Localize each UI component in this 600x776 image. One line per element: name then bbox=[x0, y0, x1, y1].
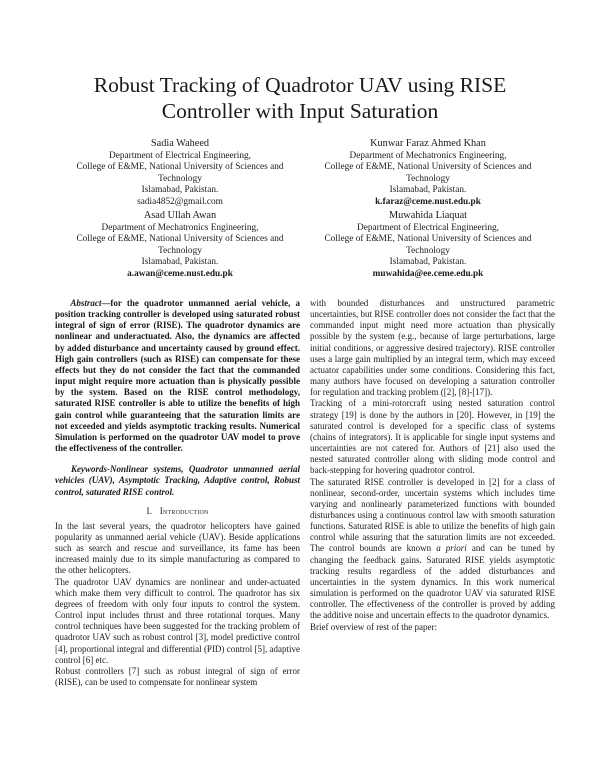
author-college-2: Technology bbox=[406, 173, 450, 184]
left-column bbox=[55, 298, 300, 688]
section-title: Introduction bbox=[159, 505, 209, 516]
author-department: Department of Electrical Engineering, bbox=[357, 222, 499, 233]
author-city: Islamabad, Pakistan. bbox=[141, 185, 219, 195]
section-heading bbox=[55, 506, 300, 517]
spacer bbox=[55, 454, 300, 464]
author-block-4 bbox=[308, 210, 548, 280]
title-line-1: Robust Tracking of Quadrotor UAV using RISE bbox=[93, 73, 507, 97]
right-paragraph-1: with bounded disturbances and unstructured parametric uncertainties, but RISE controller does not consider the fact that the commanded input might need more actuation than physically possible by the system (e.g., because of large perturbations, large initial conditions, or aggressive desired trajectory). RISE controller uses a large gain multiplied by an integral term, which may exceed actuator capabilities under some conditions. Considering this fact, many authors have focused on developing a saturation controller for regulation and tracking problem ([2], [8]-[17]). bbox=[310, 298, 555, 398]
author-department: Department of Mechatronics Engineering, bbox=[349, 150, 507, 161]
author-college-2: Technology bbox=[158, 173, 202, 184]
author-department: Department of Mechatronics Engineering, bbox=[101, 222, 259, 233]
right-paragraph-3-italic: a priori bbox=[436, 543, 467, 554]
author-college: College of E&ME, National University of Sciences and bbox=[324, 162, 532, 172]
keywords bbox=[55, 464, 300, 497]
author-email[interactable]: sadia4852@gmail.com bbox=[137, 196, 223, 207]
author-email[interactable]: muwahida@ee.ceme.edu.pk bbox=[372, 268, 484, 279]
author-email[interactable]: k.faraz@ceme.nust.edu.pk bbox=[375, 196, 481, 207]
intro-paragraph-3: Robust controllers [7] such as robust integral of sign of error (RISE), can be used to compensate for nonlinear system bbox=[55, 665, 300, 687]
right-paragraph-4: Brief overview of rest of the paper: bbox=[310, 621, 437, 632]
intro-paragraph-2: The quadrotor UAV dynamics are nonlinear and under-actuated which make them very difficult to control. The quadrotor has six degrees of freedom with only four inputs to control the system. Control input includes thrust and three rotational torques. Many control techniques have been suggested for the tracking problem of quadrotor UAV such as robust control [3], model predictive control [4], proportional integral and differential (PID) control [5], adaptive control [6] etc. bbox=[55, 576, 300, 665]
abstract bbox=[55, 298, 300, 454]
author-college-2: Technology bbox=[406, 245, 450, 256]
author-department: Department of Electrical Engineering, bbox=[109, 150, 251, 161]
author-college-2: Technology bbox=[158, 245, 202, 256]
abstract-lead: Abstract bbox=[70, 298, 102, 308]
author-name: Kunwar Faraz Ahmed Khan bbox=[370, 138, 486, 149]
author-block-3 bbox=[60, 210, 300, 280]
right-paragraph-2: Tracking of a mini-rotorcraft using nested saturation control strategy [19] is done by the authors in [20]. However, in [19] the saturated control is developed for a specific class of systems (chains of integrators). It is applicable for single input systems and uncertainties are not catered for. Authors of [21] also used the nested saturated controller along with sliding mode control and back-stepping for hovering quadrotor control. bbox=[310, 398, 555, 476]
author-email[interactable]: a.awan@ceme.nust.edu.pk bbox=[127, 268, 233, 279]
abstract-text: —for the quadrotor unmanned aerial vehicle, a position tracking controller is developed using saturated robust integral of sign of error (RISE). The quadrotor dynamics are nonlinear and underactuated. Also, the dynamics are affected by added disturbance and uncertainty caused by ground effect. High gain controllers (such as RISE) can compensate for these effects but they do not consider the fact that the commanded input might require more actuation than is physically possible by the system. Based on the RISE control methodology, saturated RISE controller is able to utilize the benefits of high gain control while guaranteeing that the saturation limits are not exceeded and yields asymptotic tracking results. Numerical Simulation is performed on the quadrotor UAV model to prove the effectiveness of the controller. bbox=[55, 298, 300, 454]
author-block-2 bbox=[308, 138, 548, 208]
author-city: Islamabad, Pakistan. bbox=[141, 257, 219, 267]
author-college: College of E&ME, National University of Sciences and bbox=[76, 234, 284, 244]
author-city: Islamabad, Pakistan. bbox=[389, 257, 467, 267]
author-name: Sadia Waheed bbox=[150, 138, 210, 149]
right-paragraph-3a: The saturated RISE controller is developed in [2] for a class of nonlinear, second-order, uncertain systems which includes time varying and nonlinearly parameterized functions with bounded disturbances using a continuous control law with smooth saturation functions. Saturated RISE is able to utilize the benefits of high gain control while assuring that the saturation limits are not exceeded. The control bounds are known bbox=[310, 476, 555, 554]
author-name: Asad Ullah Awan bbox=[143, 210, 217, 221]
author-college: College of E&ME, National University of Sciences and bbox=[324, 234, 532, 244]
section-number: I. bbox=[146, 505, 153, 516]
title-line-2: Controller with Input Saturation bbox=[161, 99, 439, 123]
author-block-1 bbox=[60, 138, 300, 208]
author-college: College of E&ME, National University of Sciences and bbox=[76, 162, 284, 172]
author-city: Islamabad, Pakistan. bbox=[389, 185, 467, 195]
right-column bbox=[310, 298, 555, 633]
right-paragraph-3 bbox=[310, 477, 555, 622]
right-paragraph-3b: and can be tuned by changing the feedback gains. Saturated RISE yields asymptotic tracking results regardless of the added disturbances and uncertainties in the system dynamics. In this work numerical simulation is performed on the quadrotor UAV via saturated RISE controller. The effectiveness of the controller is proved by adding the additive noise and uncertain effects to the quadrotor dynamics. bbox=[310, 543, 555, 621]
intro-paragraph-1: In the last several years, the quadrotor helicopters have gained popularity as unmanned aerial vehicle (UAV). Beside applications such as search and rescue and surveillance, its fame has been increased mainly due to its simple manufacturing as compared to the other helicopters. bbox=[55, 520, 300, 576]
paper-title bbox=[40, 72, 560, 124]
author-name: Muwahida Liaquat bbox=[388, 210, 468, 221]
keywords-text: Keywords-Nonlinear systems, Quadrotor unmanned aerial vehicles (UAV), Asymptotic Tracking, Adaptive control, Robust control, saturated RISE control. bbox=[55, 464, 300, 497]
